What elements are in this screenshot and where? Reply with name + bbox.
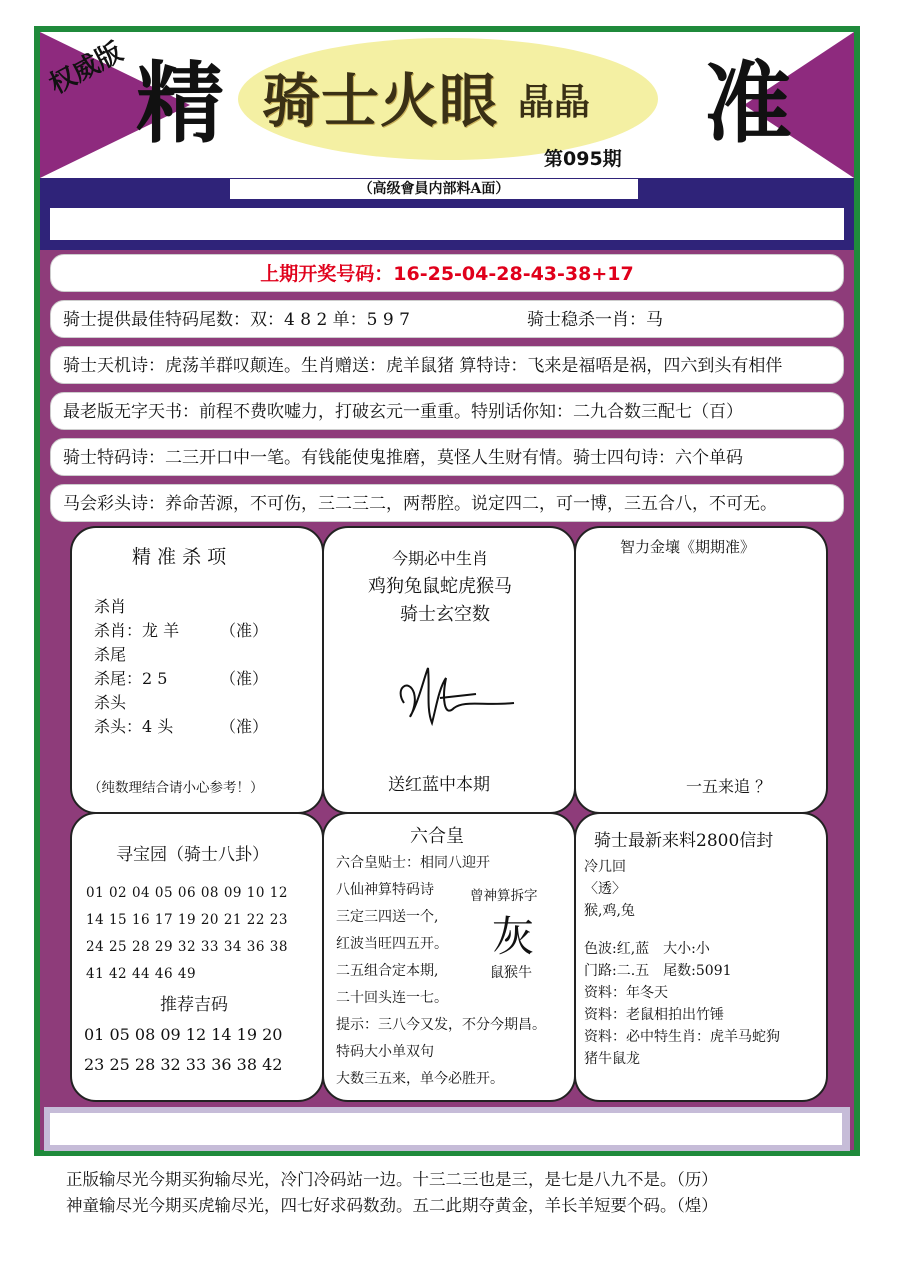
subtitle: （高级會員内部料A面） <box>230 179 638 199</box>
kill-box <box>70 526 324 814</box>
lhh-side-title: 曾神算拆字 <box>470 888 538 904</box>
poem-row-2: 最老版无字天书：前程不费吹嘘力，打破玄元一重重。特别话你知：二九合数三配七（百） <box>50 392 844 430</box>
main-frame <box>34 26 860 1156</box>
letters-line-1: 冷几回 <box>584 859 626 875</box>
letters-box <box>574 812 828 1102</box>
kill-line-4: 杀尾：2 5 <box>94 669 168 688</box>
kill-note: （纯数理结合请小心参考！） <box>88 780 264 796</box>
lhh-line-3: 三定三四送一个, <box>336 909 439 925</box>
blank-bar-inner <box>50 1113 842 1145</box>
authority-badge: 权威版 <box>44 37 128 101</box>
wisdom-title: 智力金壤《期期准》 <box>620 538 756 556</box>
tail-numbers: 骑士提供最佳特码尾数：双：4 8 2 单：5 9 7 <box>63 310 410 330</box>
recommend-numbers <box>84 1020 282 1080</box>
treasure-line-4: 41 42 44 46 49 <box>86 966 197 982</box>
lhh-line-7: 特码大小单双句 <box>336 1044 434 1060</box>
navy-band <box>40 178 854 250</box>
lhh-side-sub: 鼠猴牛 <box>490 965 532 981</box>
wisdom-bottom: 一五来追 ？ <box>686 777 772 796</box>
lhh-line-8: 大数三五来，单今必胜开。 <box>336 1071 504 1087</box>
letters-line-8: 资料：老鼠相拍出竹锤 <box>584 1007 724 1023</box>
issue-number: 第095期 <box>544 148 622 170</box>
brand-suffix: 晶晶 <box>518 81 591 123</box>
letters-line-9: 资料：必中特生肖：虎羊马蛇狗 <box>584 1029 780 1045</box>
recommend-line-2: 23 25 28 32 33 36 38 42 <box>84 1055 283 1074</box>
footer-line-2: 神童输尽光今期买虎输尽光，四七好求码数劲。五二此期夺黄金，羊长羊短要个码。（煌） <box>66 1196 718 1215</box>
zodiac-animals: 鸡狗兔鼠蛇虎猴马 <box>368 576 512 597</box>
kill-line-1: 杀肖 <box>94 597 127 616</box>
lhh-line-4: 红波当旺四五开。 <box>336 936 448 952</box>
lhh-big-char: 灰 <box>492 912 535 961</box>
treasure-title: 寻宝园（骑士八卦） <box>116 845 269 865</box>
lhh-box <box>322 812 576 1102</box>
kill-tag-3: （准） <box>220 717 269 736</box>
kill-line-5: 杀头 <box>94 693 127 712</box>
letters-spacer <box>584 922 780 938</box>
treasure-line-3: 24 25 28 29 32 33 34 36 38 <box>86 939 288 955</box>
lhh-line-1: 六合皇贴士：相同八迎开 <box>336 855 490 871</box>
kill-one-zodiac: 骑士稳杀一肖：马 <box>527 310 663 330</box>
poem-row-3: 骑士特码诗：二三开口中一笔。有钱能使鬼推磨，莫怪人生财有情。骑士四句诗：六个单码 <box>50 438 844 476</box>
tail-row <box>50 300 844 338</box>
wisdom-box <box>574 526 828 814</box>
blank-bar-bottom <box>44 1107 850 1151</box>
kill-title: 精 准 杀 项 <box>132 546 227 568</box>
kill-line-6: 杀头：4 头 <box>94 717 174 736</box>
recommend-title: 推荐吉码 <box>160 995 228 1015</box>
kill-tag-1: （准） <box>220 621 269 640</box>
lhh-line-2: 八仙神算特码诗 <box>336 882 434 898</box>
letters-lines <box>584 856 780 1070</box>
zodiac-box <box>322 526 576 814</box>
lhh-line-5: 二五组合定本期, <box>336 963 439 979</box>
lhh-line-6: 二十回头连一七。 <box>336 990 448 1006</box>
last-draw-row: 上期开奖号码：16-25-04-28-43-38+17 <box>50 254 844 292</box>
zodiac-bottom: 送红蓝中本期 <box>388 775 490 795</box>
treasure-box <box>70 812 324 1102</box>
kill-tag-2: （准） <box>220 669 269 688</box>
letters-line-2: 〈透〉 <box>584 881 626 897</box>
recommend-line-1: 01 05 08 09 12 14 19 20 <box>84 1025 283 1044</box>
letters-line-10: 猪牛鼠龙 <box>584 1051 640 1067</box>
footer-line-1: 正版输尽光今期买狗输尽光，冷门冷码站一边。十三二三也是三，是七是八九不是。（历） <box>66 1170 718 1189</box>
letters-title: 骑士最新来料2800信封 <box>594 831 774 851</box>
letters-line-6: 门路:二.五 尾数:5091 <box>584 963 732 979</box>
blank-bar-top <box>50 208 844 240</box>
big-char-right: 准 <box>704 52 793 155</box>
kill-line-2: 杀肖：龙 羊 <box>94 621 180 640</box>
signature-icon <box>384 648 524 738</box>
zodiac-sub: 骑士玄空数 <box>400 604 490 625</box>
header <box>40 32 854 178</box>
letters-line-3: 猴,鸡,兔 <box>584 903 635 919</box>
kill-line-3: 杀尾 <box>94 645 127 664</box>
brand-title: 骑士火眼 <box>262 67 499 135</box>
poem-row-4: 马会彩头诗：养命苦源，不可伤，三二三二，两帮腔。说定四二，可一博，三五合八，不可无。 <box>50 484 844 522</box>
zodiac-title: 今期必中生肖 <box>392 549 489 568</box>
letters-line-7: 资料：年冬天 <box>584 985 668 1001</box>
treasure-line-1: 01 02 04 05 06 08 09 10 12 <box>86 885 288 901</box>
poem-row-1: 骑士天机诗：虎荡羊群叹颠连。生肖赠送：虎羊鼠猪 算特诗：飞来是福唔是祸，四六到头有相伴 <box>50 346 844 384</box>
lhh-title: 六合皇 <box>410 826 464 847</box>
treasure-line-2: 14 15 16 17 19 20 21 22 23 <box>86 912 288 928</box>
letters-line-5: 色波:红,蓝 大小:小 <box>584 941 710 957</box>
treasure-numbers <box>86 880 288 988</box>
lhh-tip: 提示：三八今又发，不分今期昌。 <box>336 1017 546 1033</box>
big-char-left: 精 <box>136 52 225 155</box>
